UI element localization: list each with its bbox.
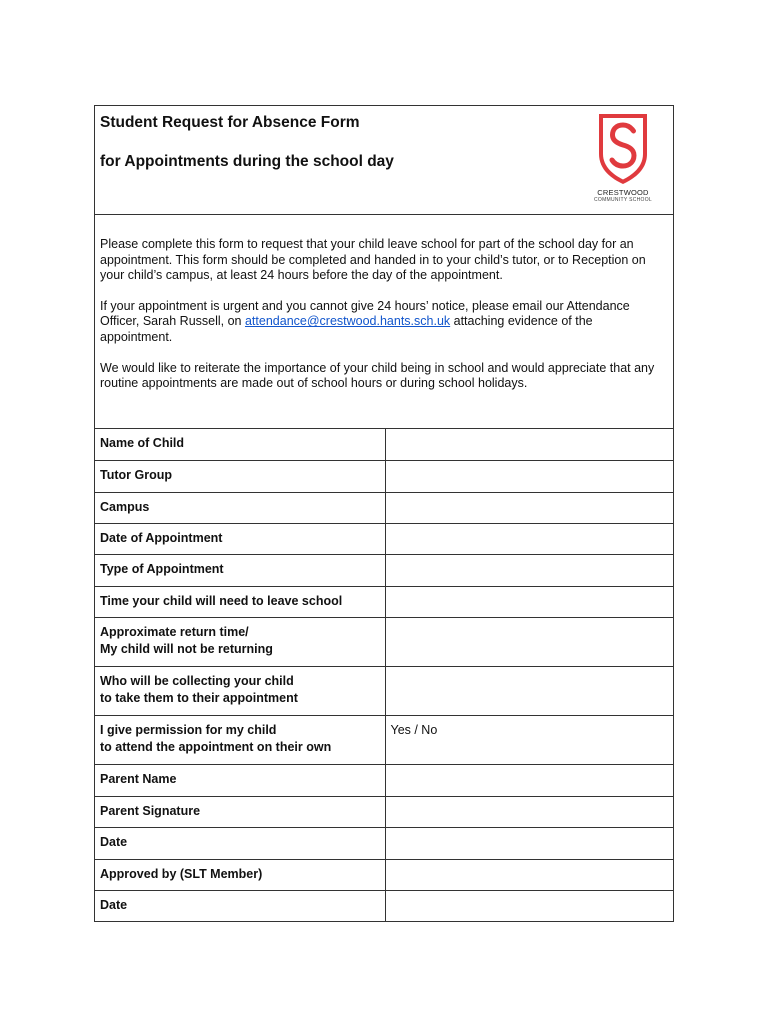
table-row [95,492,673,523]
paragraph-2-text-after: attaching evidence of the appointment. [100,314,593,344]
instructions-paragraph-2 [100,299,668,346]
instructions [95,215,673,429]
absence-form [94,105,674,922]
field-value-campus[interactable] [385,492,673,523]
attendance-email-link[interactable]: attendance@crestwood.hants.sch.uk [244,314,451,329]
field-label-name-of-child: Name of Child [95,429,385,460]
table-row [95,890,673,921]
instructions-paragraph-1: Please complete this form to request that your child leave school for part of the school day for an appointment. This form should be completed and handed in to your child’s tutor, or to Reception on your child’s campus, at least 24 hours before the day of the appointment. [100,237,646,283]
field-label-campus: Campus [95,492,385,523]
field-label-parent-name: Parent Name [95,764,385,796]
field-label-return-time: Approximate return time/ My child will not be returning [95,617,385,666]
paragraph-2-text-before: If your appointment is urgent and you cannot give 24 hours’ notice, please email our Attendance Officer, Sarah Russell, on [100,298,630,329]
field-value-date-of-appointment[interactable] [385,523,673,554]
field-value-parent-name[interactable] [385,764,673,796]
table-row [95,460,673,492]
table-row [95,617,673,666]
field-value-type-of-appointment[interactable] [385,554,673,586]
table-row [95,859,673,890]
form-title: Student Request for Absence Form [100,114,360,131]
field-label-tutor-group: Tutor Group [95,460,385,492]
logo-school-name: CRESTWOOD [597,188,649,197]
table-row [95,586,673,617]
field-value-leave-time[interactable] [385,586,673,617]
logo-school-subtitle: COMMUNITY SCHOOL [593,197,653,203]
field-value-parent-signature[interactable] [385,796,673,827]
form-subtitle: for Appointments during the school day [100,153,394,170]
field-value-date[interactable] [385,827,673,859]
field-value-name-of-child[interactable] [385,429,673,460]
table-row [95,523,673,554]
field-label-permission: I give permission for my child to attend the appointment on their own [95,715,385,764]
request-fields-table [95,429,673,921]
shield-icon [590,110,656,186]
field-label-approved-by: Approved by (SLT Member) [95,859,385,890]
table-row [95,827,673,859]
table-row [95,429,673,460]
field-value-collector[interactable] [385,666,673,715]
field-label-approval-date: Date [95,890,385,921]
form-header [95,106,673,215]
table-row [95,554,673,586]
table-row [95,666,673,715]
table-row [95,764,673,796]
field-value-approval-date[interactable] [385,890,673,921]
field-value-tutor-group[interactable] [385,460,673,492]
field-label-parent-signature: Parent Signature [95,796,385,827]
field-value-permission[interactable]: Yes / No [385,715,673,764]
table-row [95,796,673,827]
field-label-date: Date [95,827,385,859]
school-logo [590,110,656,205]
instructions-paragraph-3: We would like to reiterate the importance of your child being in school and would appreciate that any routine appointments are made out of school hours or during school holidays. [100,360,655,391]
field-label-leave-time: Time your child will need to leave school [95,586,385,617]
field-label-type-of-appointment: Type of Appointment [95,554,385,586]
field-value-approved-by[interactable] [385,859,673,890]
field-value-return-time[interactable] [385,617,673,666]
table-row [95,715,673,764]
field-label-date-of-appointment: Date of Appointment [95,523,385,554]
field-label-collector: Who will be collecting your child to take them to their appointment [95,666,385,715]
